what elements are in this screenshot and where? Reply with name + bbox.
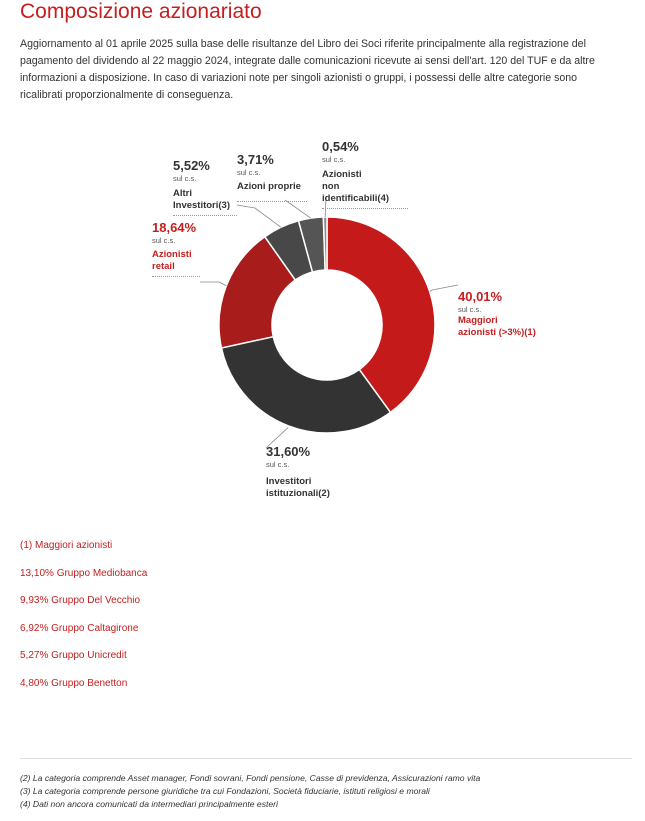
label-dotted-rule xyxy=(237,201,307,202)
footnotes xyxy=(20,772,480,811)
label-name-2: Investitori(3) xyxy=(173,200,231,211)
leader-line xyxy=(237,205,281,227)
label-unit: sul c.s. xyxy=(458,305,482,314)
label-name-1: Investitori xyxy=(266,476,312,487)
label-unit: sul c.s. xyxy=(152,236,176,245)
label-name-1: Azioni proprie xyxy=(237,181,301,192)
label-pct: 5,52% xyxy=(173,158,210,173)
footnote: (2) La categoria comprende Asset manager, Fondi sovrani, Fondi pensione, Casse di previdenza, Assicurazioni ramo vita xyxy=(20,773,481,783)
ownership-donut-chart xyxy=(0,130,645,510)
label-name-1: Azionisti xyxy=(322,169,362,180)
label-name-1: Maggiori xyxy=(458,315,498,326)
label-azionisti-retail xyxy=(152,220,200,277)
slice-investitori-istituzionali xyxy=(221,337,390,433)
label-name-2: azionisti (>3%)(1) xyxy=(458,327,536,338)
label-azioni-proprie xyxy=(237,152,307,202)
label-pct: 0,54% xyxy=(322,139,359,154)
label-unit: sul c.s. xyxy=(173,174,197,183)
label-non-identificabili xyxy=(322,139,408,209)
leader-line xyxy=(200,282,226,286)
label-dotted-rule xyxy=(322,208,408,209)
label-pct: 40,01% xyxy=(458,289,503,304)
major-shareholders-list xyxy=(20,539,147,705)
label-pct: 18,64% xyxy=(152,220,197,235)
page-title: Composizione azionariato xyxy=(20,0,262,23)
list-item: 6,92% Gruppo Caltagirone xyxy=(20,622,139,634)
list-item: 4,80% Gruppo Benetton xyxy=(20,677,128,689)
list-item: 9,93% Gruppo Del Vecchio xyxy=(20,595,141,607)
major-shareholders-heading: (1) Maggiori azionisti xyxy=(20,540,113,551)
label-maggiori-azionisti xyxy=(458,289,568,339)
label-pct: 3,71% xyxy=(237,152,274,167)
footnote: (3) La categoria comprende persone giuridiche tra cui Fondazioni, Società fiduciarie, istituti religiosi e morali xyxy=(20,786,430,796)
label-investitori-istituzionali xyxy=(266,444,376,500)
label-name-2: istituzionali(2) xyxy=(266,488,330,499)
label-name-2: retail xyxy=(152,261,175,272)
label-unit: sul c.s. xyxy=(237,168,261,177)
divider xyxy=(20,758,632,759)
label-name-2: non identificabili(4) xyxy=(322,181,390,204)
leader-line xyxy=(285,200,311,218)
label-name-1: Azionisti xyxy=(152,249,192,260)
leader-line xyxy=(430,285,458,292)
list-item: 5,27% Gruppo Unicredit xyxy=(20,650,127,662)
label-unit: sul c.s. xyxy=(322,155,346,164)
label-dotted-rule xyxy=(173,215,237,216)
list-item: 13,10% Gruppo Mediobanca xyxy=(20,567,148,579)
label-altri-investitori xyxy=(173,158,237,216)
intro-paragraph: Aggiornamento al 01 aprile 2025 sulla base delle risultanze del Libro dei Soci riferite principalmente alla registrazione del pagamento del dividendo al 22 maggio 2024, integrate dalle comunicazioni ricevute ai sensi dell'art. 120 del TUF e da altre informazioni a disposizione. In caso di variazioni note per singoli azionisti o gruppi, i possessi delle altre categorie sono ricalibrati proporzionalmente di conseguenza. xyxy=(20,38,595,101)
label-name-1: Altri xyxy=(173,188,192,199)
label-pct: 31,60% xyxy=(266,444,311,459)
label-dotted-rule xyxy=(152,276,200,277)
label-unit: sul c.s. xyxy=(266,460,290,469)
footnote: (4) Dati non ancora comunicati da intermediari principalmente esteri xyxy=(20,799,278,809)
